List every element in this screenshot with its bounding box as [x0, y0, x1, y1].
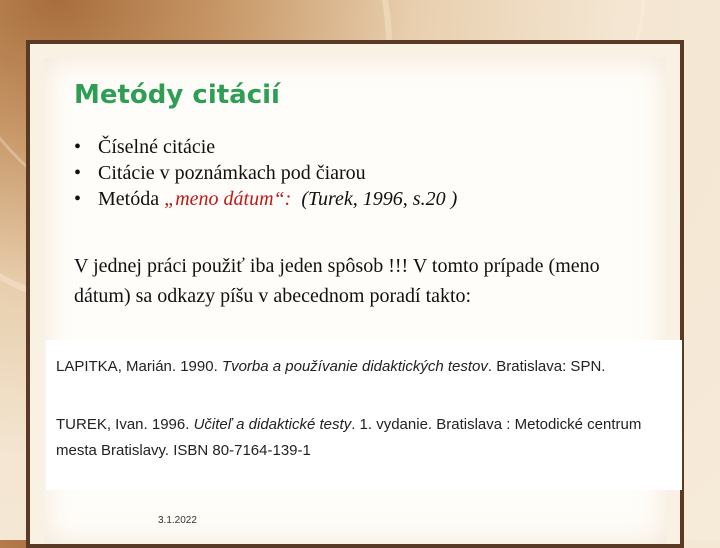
bullet-text-group	[98, 186, 457, 212]
bullet-text: Číselné citácie	[98, 136, 216, 158]
reference-details: . Bratislava: SPN.	[487, 358, 606, 375]
reference-title: Učiteľ a didaktické testy	[193, 416, 352, 433]
bullet-text: Citácie v poznámkach pod čiarou	[98, 162, 366, 184]
bullet-text: Metóda	[98, 188, 165, 210]
slide-date: 3.1.2022	[158, 515, 197, 526]
reference-author: LAPITKA, Marián. 1990.	[56, 358, 222, 375]
instruction-note: V jednej práci použiť iba jeden spôsob !!! V tomto prípade (meno dátum) sa odkazy píšu v abecednom poradí takto:	[74, 255, 600, 307]
reference-entry	[56, 412, 676, 464]
reference-entry	[56, 358, 605, 375]
bullet-marker: •	[74, 136, 82, 158]
citation-format: „meno dátum“:	[164, 188, 292, 210]
list-item	[74, 160, 457, 186]
slide-title: Metódy citácií	[74, 80, 280, 110]
bullet-marker: •	[74, 188, 82, 210]
reference-author: TUREK, Ivan. 1996.	[56, 416, 194, 433]
list-item	[74, 134, 457, 160]
citation-example: (Turek, 1996, s.20 )	[301, 188, 458, 210]
bullet-list	[74, 134, 457, 212]
bullet-marker: •	[74, 162, 82, 184]
reference-list	[46, 340, 682, 490]
reference-details: . 1. vydanie. Bratislava : Metodické centrum mesta Bratislavy. ISBN 80-7164-139-1	[56, 416, 642, 459]
list-item	[74, 186, 457, 212]
reference-title: Tvorba a používanie didaktických testov	[221, 358, 488, 375]
